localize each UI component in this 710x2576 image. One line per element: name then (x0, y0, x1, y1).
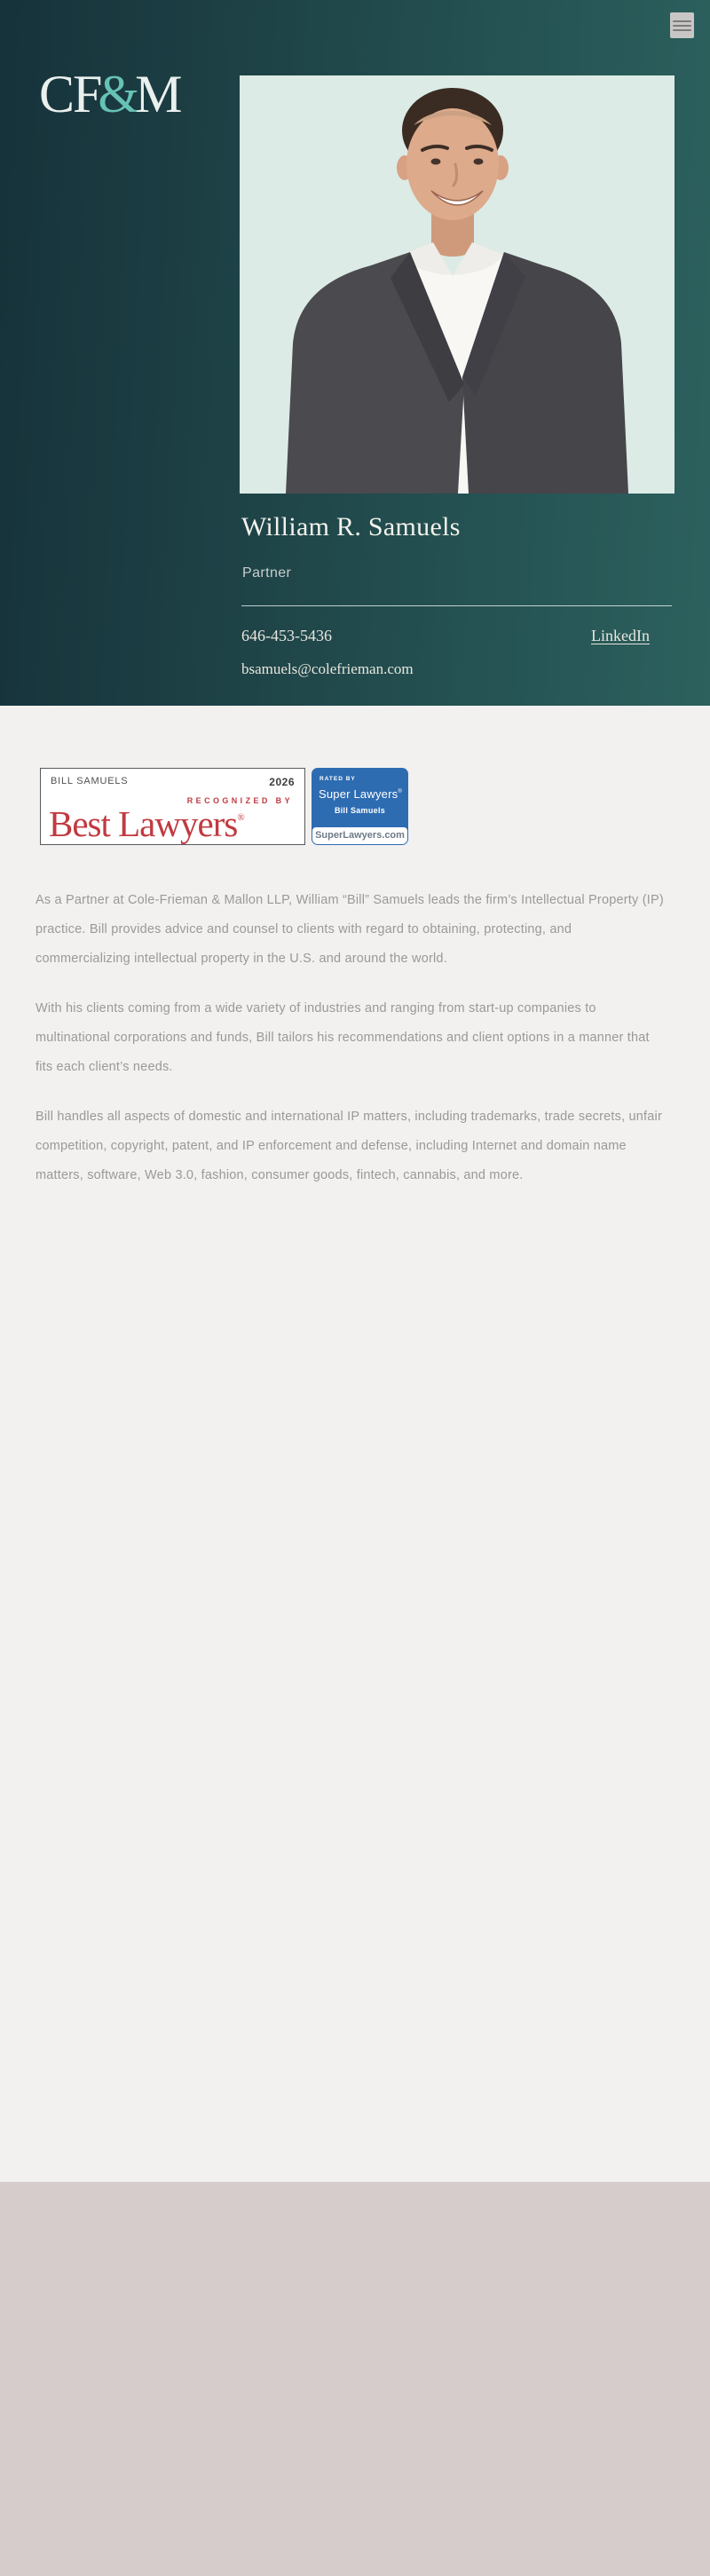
best-lawyers-wordmark: Best Lawyers (49, 803, 238, 844)
super-lawyers-badge[interactable] (312, 768, 408, 845)
best-lawyers-header (41, 769, 304, 788)
menu-button[interactable] (670, 12, 694, 38)
super-lawyers-site: SuperLawyers.com (312, 827, 407, 844)
profile-hero (0, 0, 710, 706)
registered-mark-icon: ® (237, 812, 245, 823)
attorney-photo (240, 75, 674, 494)
best-lawyers-person: BILL SAMUELS (51, 776, 129, 786)
award-badges (40, 768, 408, 845)
bio-paragraph-2: With his clients coming from a wide variety of industries and ranging from start-up companies to multinational corporations and funds, Bill tailors his recommendations and client options in a manner that fits each client’s needs. (36, 1001, 650, 1074)
super-lawyers-person: Bill Samuels (334, 806, 386, 815)
hamburger-icon (673, 20, 691, 31)
firm-logo[interactable] (39, 67, 180, 121)
best-lawyers-logo (49, 803, 245, 844)
registered-mark-icon: ® (398, 789, 402, 794)
portrait-illustration (240, 75, 674, 494)
bio-paragraph-1: As a Partner at Cole-Frieman & Mallon LLP, William “Bill” Samuels leads the firm’s Intellectual Property (IP) practice. Bill provides advice and counsel to clients with regard to obtaining, protecting, and commercializing intellectual property in the U.S. and around the world. (36, 893, 664, 966)
email-link[interactable]: bsamuels@colefrieman.com (241, 660, 414, 677)
divider (241, 605, 672, 606)
best-lawyers-tagline: RECOGNIZED BY (186, 796, 293, 805)
logo-cf: CF (39, 65, 101, 123)
linkedin-link[interactable]: LinkedIn (591, 627, 650, 644)
super-lawyers-wordmark: Super Lawyers (319, 787, 398, 801)
best-lawyers-year: 2026 (269, 776, 295, 788)
phone-link[interactable]: 646-453-5436 (241, 627, 332, 644)
bio-text (36, 886, 669, 1211)
bio-section (0, 706, 710, 2182)
page-footer (0, 2182, 710, 2576)
logo-m: M (135, 65, 181, 123)
super-lawyers-rated-by: RATED BY (320, 776, 356, 782)
super-lawyers-logo (312, 782, 408, 801)
logo-ampersand: & (98, 65, 138, 123)
attorney-title: Partner (242, 565, 292, 581)
best-lawyers-badge[interactable] (40, 768, 305, 845)
attorney-name: William R. Samuels (241, 512, 461, 541)
bio-paragraph-3: Bill handles all aspects of domestic and international IP matters, including trademarks, trade secrets, unfair competition, copyright, patent, and IP enforcement and defense, including Internet and domain name matters, software, Web 3.0, fashion, consumer goods, fintech, cannabis, and more. (36, 1110, 662, 1182)
